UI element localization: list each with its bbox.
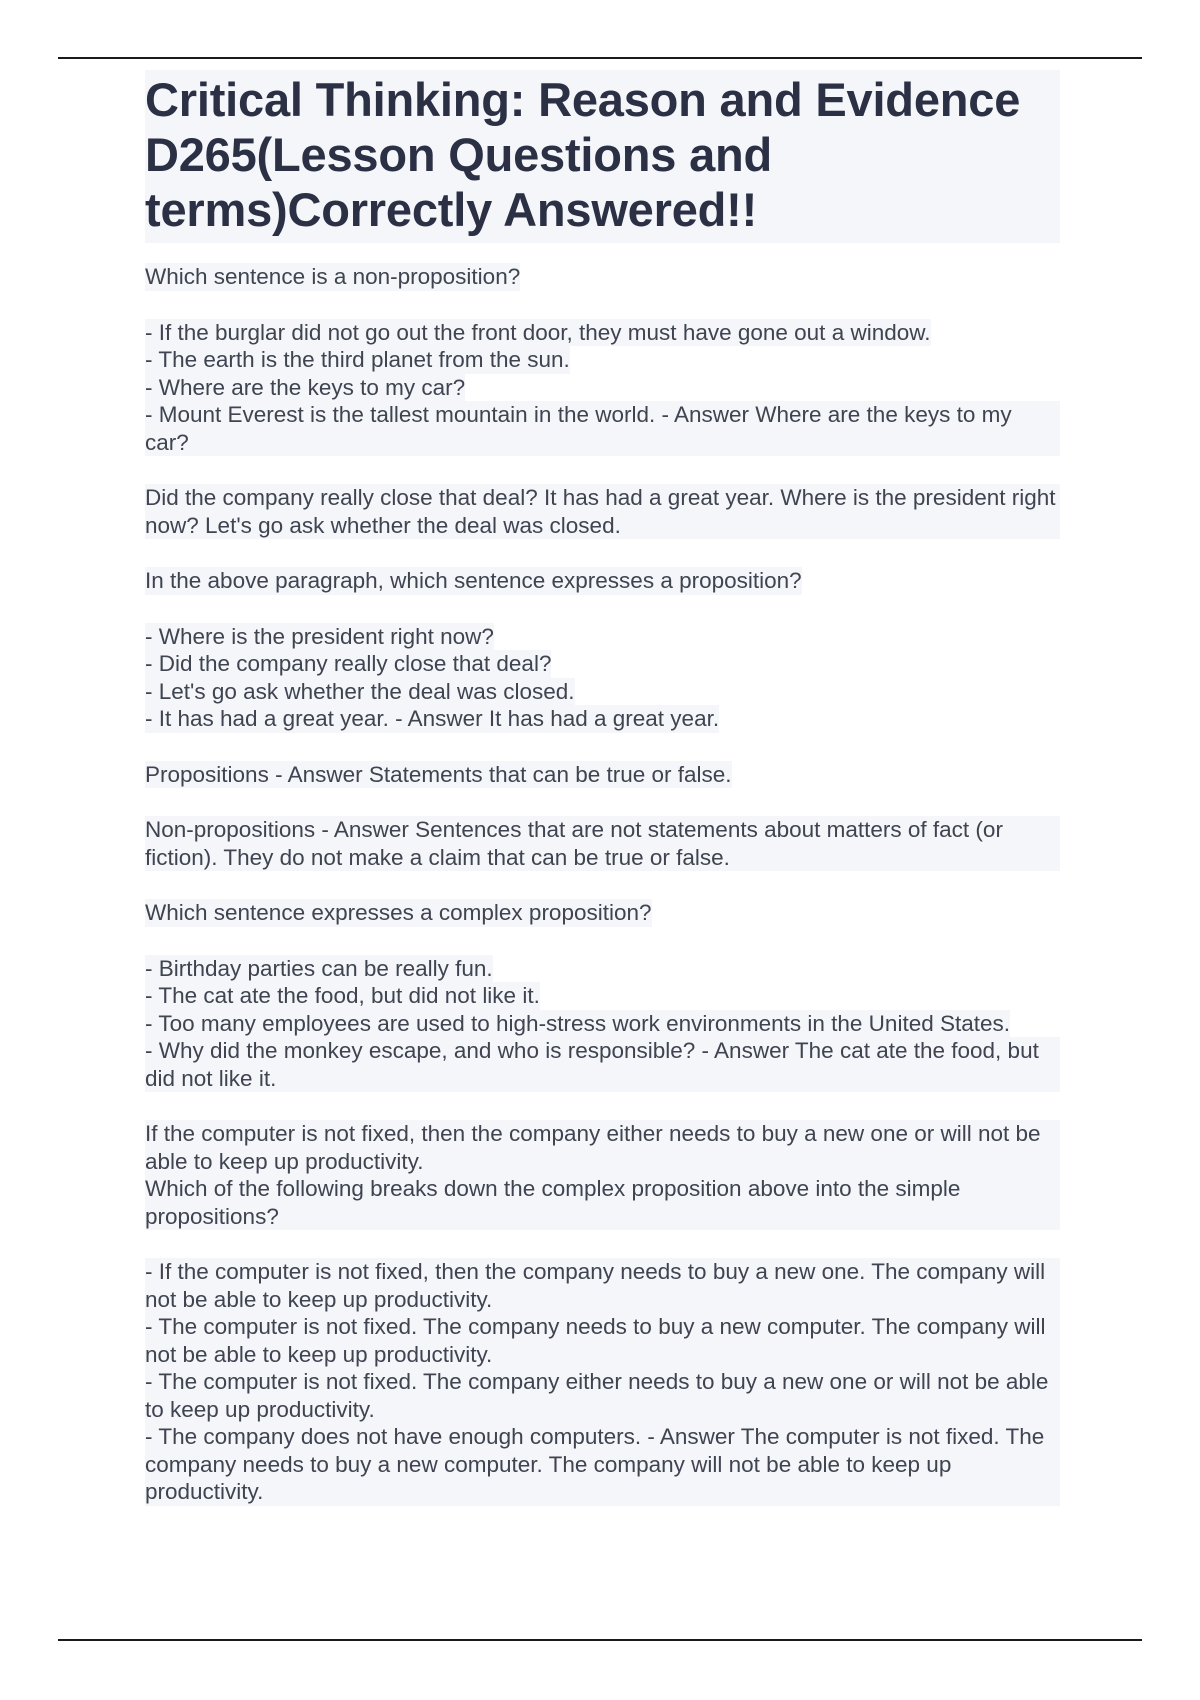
paragraph-line: - Birthday parties can be really fun. — [145, 955, 493, 981]
paragraph-line: - The earth is the third planet from the sun. — [145, 347, 570, 372]
paragraph-list — [145, 263, 1060, 1506]
paragraph-line: Non-propositions - Answer Sentences that are not statements about matters of fact (or fiction). They do not make a claim that can be true or false. — [145, 816, 1060, 871]
paragraph-line: - Too many employees are used to high-stress work environments in the United States. — [145, 1010, 1011, 1036]
paragraph — [145, 1258, 1060, 1506]
paragraph — [145, 623, 1060, 733]
paragraph — [145, 899, 1060, 927]
document-title: Critical Thinking: Reason and Evidence D265(Lesson Questions and terms)Correctly Answered!! — [145, 73, 1021, 236]
paragraph-line: Propositions - Answer Statements that can be true or false. — [145, 761, 732, 787]
paragraph-line: - The computer is not fixed. The company either needs to buy a new one or will not be able to keep up productivity. — [145, 1368, 1060, 1423]
paragraph-line: - Why did the monkey escape, and who is responsible? - Answer The cat ate the food, but did not like it. — [145, 1037, 1060, 1092]
paragraph-line: Did the company really close that deal? It has had a great year. Where is the president right now? Let's go ask whether the deal was closed. — [145, 484, 1060, 539]
top-rule — [58, 57, 1142, 59]
paragraph-line: - Let's go ask whether the deal was closed. — [145, 678, 575, 704]
paragraph — [145, 1120, 1060, 1230]
paragraph-line: - Mount Everest is the tallest mountain in the world. - Answer Where are the keys to my car? — [145, 401, 1060, 456]
paragraph-line: - Where are the keys to my car? — [145, 374, 466, 400]
paragraph — [145, 567, 1060, 595]
paragraph — [145, 263, 1060, 291]
paragraph-line: If the computer is not fixed, then the company either needs to buy a new one or will not be able to keep up productivity. — [145, 1120, 1060, 1175]
paragraph-line: - The computer is not fixed. The company needs to buy a new computer. The company will not be able to keep up productivity. — [145, 1313, 1060, 1368]
title-block — [145, 70, 1060, 243]
paragraph — [145, 761, 1060, 789]
bottom-rule — [58, 1639, 1142, 1641]
paragraph-line: Which sentence expresses a complex proposition? — [145, 900, 652, 925]
paragraph-line: - If the burglar did not go out the front door, they must have gone out a window. — [145, 319, 931, 345]
paragraph-line: Which sentence is a non-proposition? — [145, 264, 521, 289]
paragraph-line: - It has had a great year. - Answer It has had a great year. — [145, 706, 720, 731]
paragraph — [145, 484, 1060, 539]
document-body — [145, 70, 1060, 1534]
paragraph — [145, 955, 1060, 1093]
paragraph-line: - Where is the president right now? — [145, 623, 494, 649]
paragraph — [145, 816, 1060, 871]
paragraph — [145, 319, 1060, 457]
paragraph-line: Which of the following breaks down the complex proposition above into the simple propositions? — [145, 1175, 1060, 1230]
paragraph-line: - The cat ate the food, but did not like it. — [145, 983, 540, 1008]
paragraph-line: - The company does not have enough computers. - Answer The computer is not fixed. The company needs to buy a new computer. The company will not be able to keep up productivity. — [145, 1423, 1060, 1506]
paragraph-line: In the above paragraph, which sentence expresses a proposition? — [145, 568, 802, 593]
paragraph-line: - Did the company really close that deal? — [145, 651, 552, 676]
paragraph-line: - If the computer is not fixed, then the company needs to buy a new one. The company will not be able to keep up productivity. — [145, 1258, 1060, 1313]
